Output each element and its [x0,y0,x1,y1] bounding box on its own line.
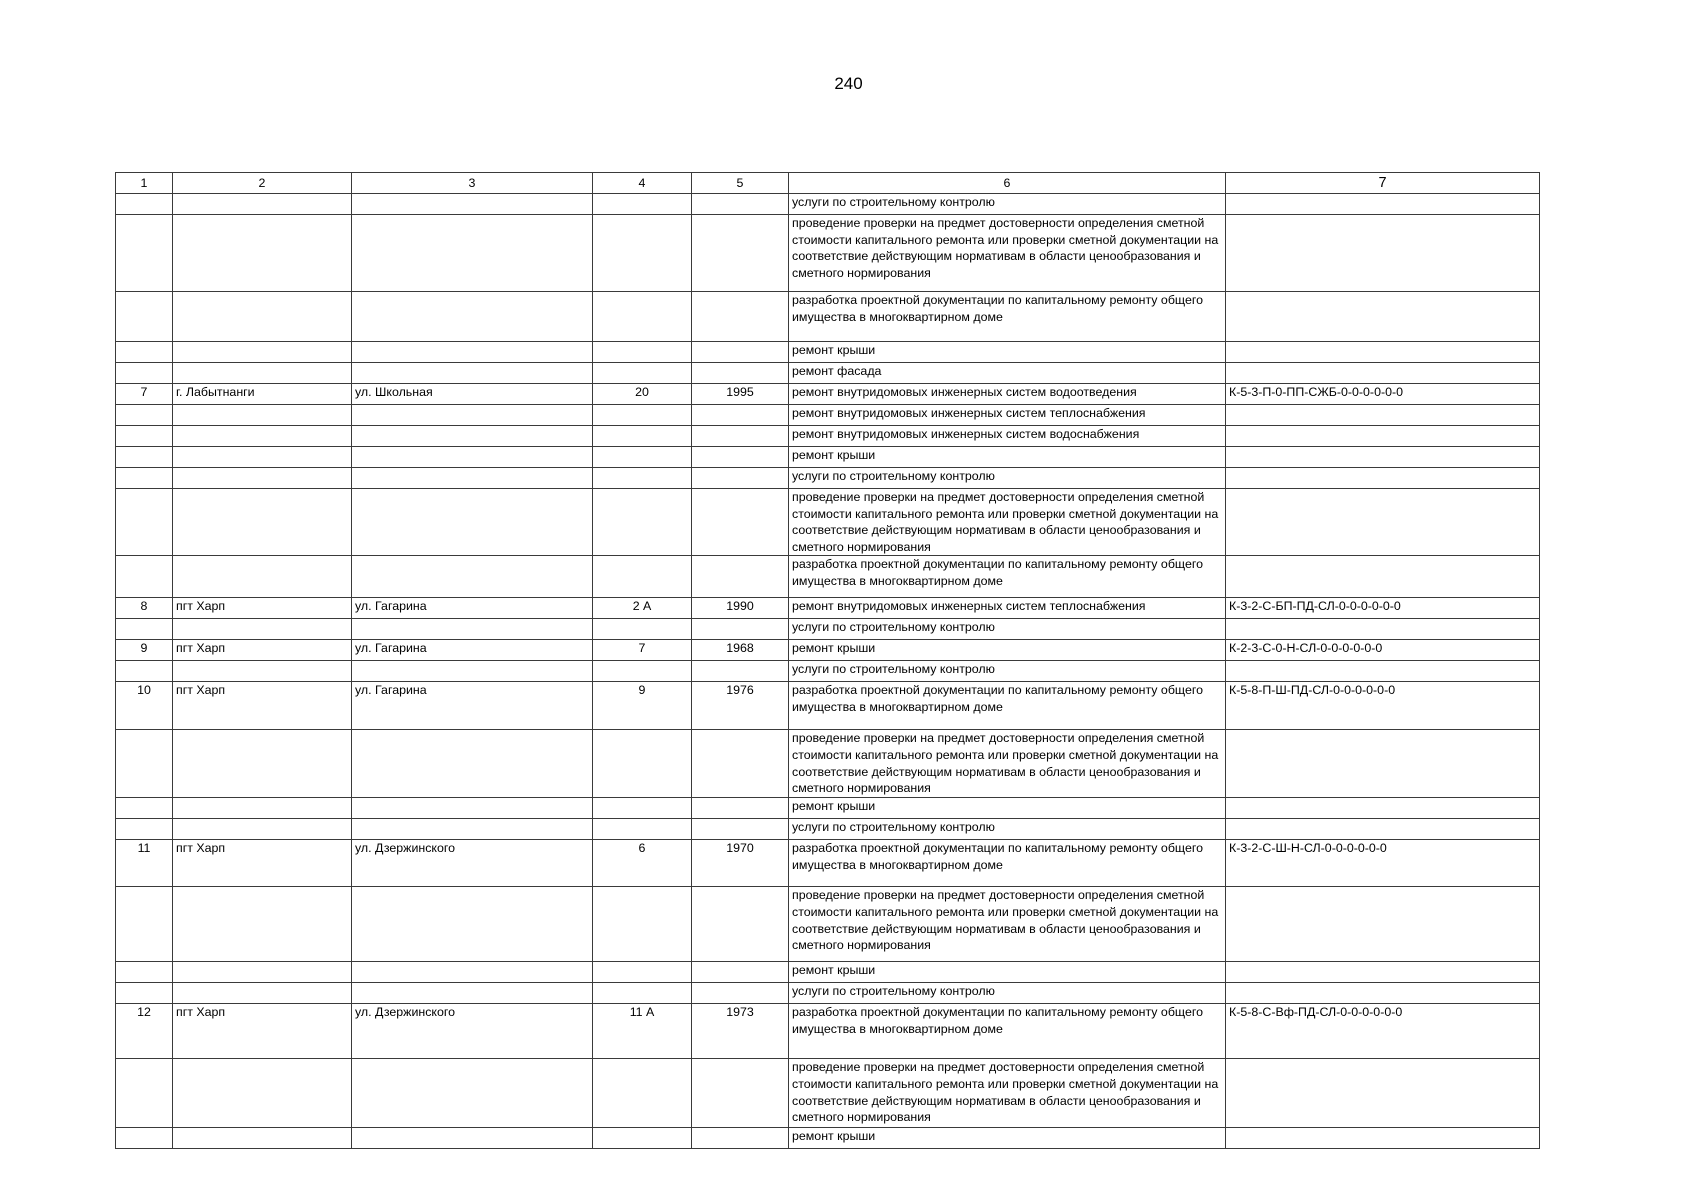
table-row [116,384,1540,405]
object-code-cell [1226,1059,1540,1128]
object-code-cell: К-5-8-С-Вф-ПД-СЛ-0-0-0-0-0-0 [1226,1004,1540,1059]
work-type-cell: проведение проверки на предмет достоверности определения сметной стоимости капитального ремонта или проверки сметной документации на соответствие действующим нормативам в области ценообразования и сметного нормирования [789,1059,1226,1128]
build-year-cell: 1976 [692,682,789,730]
row-number-cell: 8 [116,598,173,619]
table-row [116,489,1540,556]
settlement-cell [173,194,352,215]
street-cell [352,447,593,468]
object-code-cell [1226,887,1540,962]
object-code-cell [1226,426,1540,447]
work-type-cell: проведение проверки на предмет достоверности определения сметной стоимости капитального ремонта или проверки сметной документации на соответствие действующим нормативам в области ценообразования и сметного нормирования [789,887,1226,962]
house-number-cell [593,292,692,342]
table-row [116,661,1540,682]
settlement-cell [173,489,352,556]
house-number-cell [593,661,692,682]
house-number-cell [593,342,692,363]
house-number-cell [593,619,692,640]
settlement-cell [173,556,352,598]
row-number-cell [116,363,173,384]
row-number-cell [116,1128,173,1149]
settlement-cell [173,730,352,798]
table-row [116,598,1540,619]
house-number-cell [593,447,692,468]
table-row [116,619,1540,640]
row-number-cell [116,556,173,598]
row-number-cell [116,468,173,489]
work-type-cell: разработка проектной документации по капитальному ремонту общего имущества в многоквартирном доме [789,556,1226,598]
row-number-cell [116,215,173,292]
house-number-cell [593,489,692,556]
street-cell [352,342,593,363]
column-header-5: 5 [692,173,789,194]
settlement-cell: г. Лабытнанги [173,384,352,405]
settlement-cell [173,447,352,468]
street-cell [352,292,593,342]
street-cell [352,730,593,798]
house-number-cell [593,819,692,840]
object-code-cell [1226,798,1540,819]
build-year-cell [692,819,789,840]
table-row [116,1128,1540,1149]
table-row [116,640,1540,661]
build-year-cell: 1973 [692,1004,789,1059]
street-cell [352,798,593,819]
settlement-cell [173,1059,352,1128]
row-number-cell: 12 [116,1004,173,1059]
house-number-cell [593,962,692,983]
table-row [116,798,1540,819]
house-number-cell [593,363,692,384]
settlement-cell [173,426,352,447]
object-code-cell: К-3-2-С-БП-ПД-СЛ-0-0-0-0-0-0 [1226,598,1540,619]
house-number-cell [593,556,692,598]
build-year-cell [692,619,789,640]
house-number-cell [593,798,692,819]
build-year-cell [692,363,789,384]
settlement-cell [173,292,352,342]
work-type-cell: ремонт крыши [789,798,1226,819]
table-row [116,962,1540,983]
street-cell [352,619,593,640]
work-type-cell: ремонт крыши [789,1128,1226,1149]
row-number-cell: 10 [116,682,173,730]
build-year-cell [692,468,789,489]
settlement-cell: пгт Харп [173,840,352,887]
row-number-cell [116,887,173,962]
street-cell [352,1128,593,1149]
settlement-cell [173,661,352,682]
column-header-4: 4 [593,173,692,194]
build-year-cell [692,405,789,426]
row-number-cell [116,730,173,798]
object-code-cell [1226,556,1540,598]
object-code-cell: К-5-3-П-0-ПП-СЖБ-0-0-0-0-0-0 [1226,384,1540,405]
row-number-cell [116,194,173,215]
settlement-cell: пгт Харп [173,682,352,730]
work-type-cell: проведение проверки на предмет достоверности определения сметной стоимости капитального ремонта или проверки сметной документации на соответствие действующим нормативам в области ценообразования и сметного нормирования [789,730,1226,798]
column-header-1: 1 [116,173,173,194]
build-year-cell [692,292,789,342]
object-code-cell [1226,342,1540,363]
street-cell [352,556,593,598]
settlement-cell [173,887,352,962]
build-year-cell: 1968 [692,640,789,661]
row-number-cell [116,489,173,556]
work-type-cell: разработка проектной документации по капитальному ремонту общего имущества в многоквартирном доме [789,292,1226,342]
settlement-cell [173,342,352,363]
work-type-cell: услуги по строительному контролю [789,983,1226,1004]
table-row [116,819,1540,840]
build-year-cell [692,730,789,798]
object-code-cell: К-2-3-С-0-Н-СЛ-0-0-0-0-0-0 [1226,640,1540,661]
table-row [116,682,1540,730]
work-type-cell: услуги по строительному контролю [789,819,1226,840]
object-code-cell [1226,730,1540,798]
build-year-cell [692,342,789,363]
settlement-cell [173,619,352,640]
build-year-cell [692,556,789,598]
street-cell [352,194,593,215]
settlement-cell: пгт Харп [173,640,352,661]
settlement-cell: пгт Харп [173,598,352,619]
object-code-cell [1226,661,1540,682]
work-type-cell: ремонт крыши [789,962,1226,983]
house-number-cell: 11 А [593,1004,692,1059]
house-number-cell [593,1059,692,1128]
object-code-cell [1226,363,1540,384]
street-cell [352,1059,593,1128]
build-year-cell [692,489,789,556]
street-cell [352,426,593,447]
settlement-cell [173,962,352,983]
object-code-cell [1226,194,1540,215]
object-code-cell [1226,405,1540,426]
table-row [116,215,1540,292]
street-cell [352,661,593,682]
build-year-cell: 1990 [692,598,789,619]
settlement-cell [173,215,352,292]
house-number-cell [593,215,692,292]
house-number-cell: 2 А [593,598,692,619]
settlement-cell [173,405,352,426]
build-year-cell [692,887,789,962]
street-cell [352,962,593,983]
table-row [116,194,1540,215]
row-number-cell [116,819,173,840]
build-year-cell [692,962,789,983]
work-type-cell: разработка проектной документации по капитальному ремонту общего имущества в многоквартирном доме [789,840,1226,887]
house-number-cell: 7 [593,640,692,661]
row-number-cell [116,619,173,640]
work-type-cell: разработка проектной документации по капитальному ремонту общего имущества в многоквартирном доме [789,1004,1226,1059]
street-cell [352,468,593,489]
street-cell [352,819,593,840]
table-row [116,1004,1540,1059]
build-year-cell [692,661,789,682]
house-number-cell [593,426,692,447]
work-type-cell: разработка проектной документации по капитальному ремонту общего имущества в многоквартирном доме [789,682,1226,730]
build-year-cell: 1970 [692,840,789,887]
work-type-cell: услуги по строительному контролю [789,619,1226,640]
row-number-cell [116,1059,173,1128]
row-number-cell [116,292,173,342]
row-number-cell [116,342,173,363]
build-year-cell [692,426,789,447]
table-header [116,173,1540,194]
street-cell: ул. Гагарина [352,640,593,661]
house-number-cell [593,1128,692,1149]
row-number-cell [116,983,173,1004]
row-number-cell [116,405,173,426]
work-type-cell: ремонт крыши [789,342,1226,363]
settlement-cell [173,363,352,384]
row-number-cell [116,426,173,447]
street-cell: ул. Школьная [352,384,593,405]
row-number-cell [116,962,173,983]
street-cell [352,405,593,426]
settlement-cell [173,983,352,1004]
street-cell: ул. Гагарина [352,682,593,730]
object-code-cell [1226,468,1540,489]
house-number-cell [593,730,692,798]
house-number-cell [593,887,692,962]
work-type-cell: ремонт внутридомовых инженерных систем водоотведения [789,384,1226,405]
row-number-cell [116,798,173,819]
house-number-cell: 6 [593,840,692,887]
table-row [116,983,1540,1004]
house-number-cell: 9 [593,682,692,730]
street-cell: ул. Дзержинского [352,840,593,887]
table-row [116,426,1540,447]
table-row [116,342,1540,363]
table-row [116,468,1540,489]
street-cell [352,887,593,962]
object-code-cell [1226,619,1540,640]
work-type-cell: ремонт внутридомовых инженерных систем водоснабжения [789,426,1226,447]
work-type-cell: ремонт внутридомовых инженерных систем теплоснабжения [789,598,1226,619]
capital-repair-table [115,172,1540,1149]
settlement-cell [173,798,352,819]
column-header-7: 7 [1226,173,1540,194]
row-number-cell: 11 [116,840,173,887]
row-number-cell [116,447,173,468]
page-number: 240 [834,74,863,93]
object-code-cell [1226,447,1540,468]
object-code-cell [1226,215,1540,292]
settlement-cell [173,1128,352,1149]
table-row [116,1059,1540,1128]
street-cell [352,489,593,556]
house-number-cell [593,405,692,426]
house-number-cell: 20 [593,384,692,405]
work-type-cell: ремонт внутридомовых инженерных систем теплоснабжения [789,405,1226,426]
work-type-cell: услуги по строительному контролю [789,468,1226,489]
table-row [116,292,1540,342]
build-year-cell [692,983,789,1004]
street-cell [352,215,593,292]
object-code-cell: К-5-8-П-Ш-ПД-СЛ-0-0-0-0-0-0 [1226,682,1540,730]
work-type-cell: проведение проверки на предмет достоверности определения сметной стоимости капитального ремонта или проверки сметной документации на соответствие действующим нормативам в области ценообразования и сметного нормирования [789,215,1226,292]
table-body [116,194,1540,1149]
build-year-cell [692,1128,789,1149]
object-code-cell [1226,962,1540,983]
street-cell: ул. Гагарина [352,598,593,619]
build-year-cell [692,215,789,292]
object-code-cell [1226,819,1540,840]
build-year-cell [692,194,789,215]
object-code-cell [1226,1128,1540,1149]
table-row [116,840,1540,887]
column-header-6: 6 [789,173,1226,194]
build-year-cell [692,798,789,819]
house-number-cell [593,194,692,215]
object-code-cell: К-3-2-С-Ш-Н-СЛ-0-0-0-0-0-0 [1226,840,1540,887]
table-row [116,730,1540,798]
work-type-cell: проведение проверки на предмет достоверности определения сметной стоимости капитального ремонта или проверки сметной документации на соответствие действующим нормативам в области ценообразования и сметного нормирования [789,489,1226,556]
row-number-cell: 7 [116,384,173,405]
street-cell: ул. Дзержинского [352,1004,593,1059]
column-header-3: 3 [352,173,593,194]
work-type-cell: ремонт крыши [789,447,1226,468]
table-row [116,363,1540,384]
object-code-cell [1226,489,1540,556]
build-year-cell: 1995 [692,384,789,405]
object-code-cell [1226,983,1540,1004]
work-type-cell: услуги по строительному контролю [789,661,1226,682]
table-row [116,887,1540,962]
table-row [116,556,1540,598]
settlement-cell [173,468,352,489]
build-year-cell [692,1059,789,1128]
table-row [116,405,1540,426]
work-type-cell: ремонт фасада [789,363,1226,384]
street-cell [352,363,593,384]
house-number-cell [593,983,692,1004]
row-number-cell [116,661,173,682]
row-number-cell: 9 [116,640,173,661]
settlement-cell: пгт Харп [173,1004,352,1059]
build-year-cell [692,447,789,468]
settlement-cell [173,819,352,840]
table-row [116,447,1540,468]
column-header-2: 2 [173,173,352,194]
work-type-cell: ремонт крыши [789,640,1226,661]
object-code-cell [1226,292,1540,342]
work-type-cell: услуги по строительному контролю [789,194,1226,215]
house-number-cell [593,468,692,489]
street-cell [352,983,593,1004]
